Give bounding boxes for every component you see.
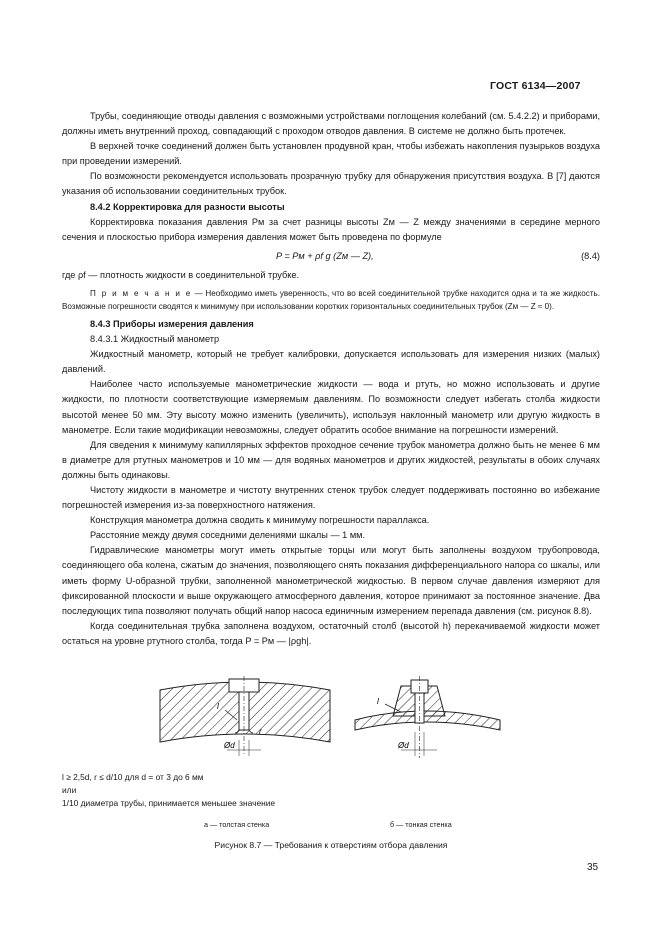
- condition-line: l ≥ 2,5d, r ≤ d/10 для d = от 3 до 6 мм: [62, 772, 204, 782]
- subsection-heading-8-4-3-1: 8.4.3.1 Жидкостный манометр: [90, 334, 220, 345]
- label-r: r: [259, 727, 262, 736]
- formula-number: (8.4): [581, 250, 600, 261]
- label-thin-wall: б — тонкая стенка: [390, 820, 452, 829]
- body-text: [62, 109, 600, 649]
- paragraph: Трубы, соединяющие отводы давления с возможными устройствами поглощения колебаний (см. 5.4.2.2) и приборами, должны иметь внутренний проход, совпадающий с проходом отводов давления. В системе не должно быть протечек.: [62, 111, 600, 137]
- formula-8-4: [62, 245, 600, 268]
- figure-pressure-taps: [155, 676, 515, 766]
- section-heading-8-4-3: 8.4.3 Приборы измерения давления: [90, 318, 254, 329]
- label-diameter: Ød: [224, 741, 235, 750]
- paragraph: Когда соединительная трубка заполнена воздухом, остаточный столб (высотой h) перекачиваемой жидкости может остаться на уровне ртутного столба, тогда P = Pм — |ρgh|.: [62, 620, 600, 646]
- paragraph: Для сведения к минимуму капиллярных эффектов проходное сечение трубок манометра должно быть не менее 6 мм в диаметре для ртутных манометров и 10 мм — для водяных манометров и других жидкостей, результаты в обоих случаях должны быть одинаковы.: [62, 439, 600, 480]
- condition-line: 1/10 диаметра трубы, принимается меньшее значение: [62, 798, 276, 808]
- paragraph: Чистоту жидкости в манометре и чистоту внутренних стенок трубок следует поддерживать постоянно во избежание погрешностей измерения из-за поверхностного натяжения.: [62, 484, 600, 511]
- paragraph: Конструкция манометра должна сводить к минимуму погрешности параллакса.: [90, 515, 430, 526]
- page-number: 35: [587, 862, 599, 873]
- label-diameter-thin: Ød: [398, 741, 409, 750]
- paragraph: Корректировка показания давления Pм за счет разницы высоты Zм — Z между значениями в середине мерного сечения и плоскостью прибора измерения давления может быть проведена по формуле: [62, 216, 600, 242]
- paragraph: Наиболее часто используемые манометрические жидкости — вода и ртуть, но можно использовать и другие жидкости, по плотности соответствующие измеряемым давлениям. По возможности следует избегать столба жидкости высотой менее 50 мм. Эту высоту можно изменить (увеличить), используя наклонный манометр или другую жидкость в манометре. Если такие модификации невозможны, следует обратить особое внимание на погрешности измерений.: [62, 379, 600, 435]
- paragraph: где ρf — плотность жидкости в соединительной трубке.: [62, 269, 299, 280]
- label-l-thin: l: [377, 697, 379, 706]
- thin-wall-drawing: [355, 676, 500, 758]
- figure-caption: Рисунок 8.7 — Требования к отверстиям отбора давления: [214, 840, 448, 850]
- paragraph: Жидкостный манометр, который не требует калибровки, допускается использовать для измерения низких (малых) давлений.: [62, 349, 600, 375]
- document-id: ГОСТ 6134—2007: [490, 80, 581, 92]
- paragraph: Расстояние между двумя соседними делениями шкалы — 1 мм.: [90, 530, 366, 541]
- paragraph: Гидравлические манометры могут иметь открытые торцы или могут быть заполнены воздухом трубопровода, соединяющего оба колена, сжатым до значения, позволяющего снять показания дифференциального напора со шкалы, или иметь форму U-образной трубки, заполненной манометрической жидкостью. В первом случае давления измеряют для фиксированной плоскости и выше окружающего атмосферного давления, которое принимают за постоянное значение. Два последующих типа позволяют получать общий напор насоса единичным измерением перепада давления (см. рисунок 8.8).: [62, 545, 600, 616]
- paragraph: По возможности рекомендуется использовать прозрачную трубку для обнаружения присутствия воздуха. В [7] даются указания об использовании соединительных трубок.: [62, 171, 600, 197]
- condition-line: или: [62, 785, 77, 795]
- figure-conditions: [62, 771, 275, 810]
- paragraph: В верхней точке соединений должен быть установлен продувной кран, чтобы избежать накопления пузырьков воздуха при проведении измерений.: [62, 141, 600, 167]
- note: [62, 287, 600, 313]
- label-thick-wall: а — толстая стенка: [204, 820, 270, 829]
- section-heading-8-4-2: 8.4.2 Корректировка для разности высоты: [90, 201, 285, 212]
- formula-expression: P = Pм + ρf g (Zм — Z),: [276, 250, 374, 261]
- note-text: — Необходимо иметь уверенность, что во всей соединительной трубке находится одна и та же жидкость. Возможные погрешности сводятся к минимуму при использовании коротких горизонтальных соединительных трубок (Zм — Z ≈ 0).: [62, 288, 600, 311]
- note-label: П р и м е ч а н и е: [90, 288, 192, 298]
- label-l: l: [217, 702, 219, 711]
- thick-wall-drawing: [160, 676, 330, 756]
